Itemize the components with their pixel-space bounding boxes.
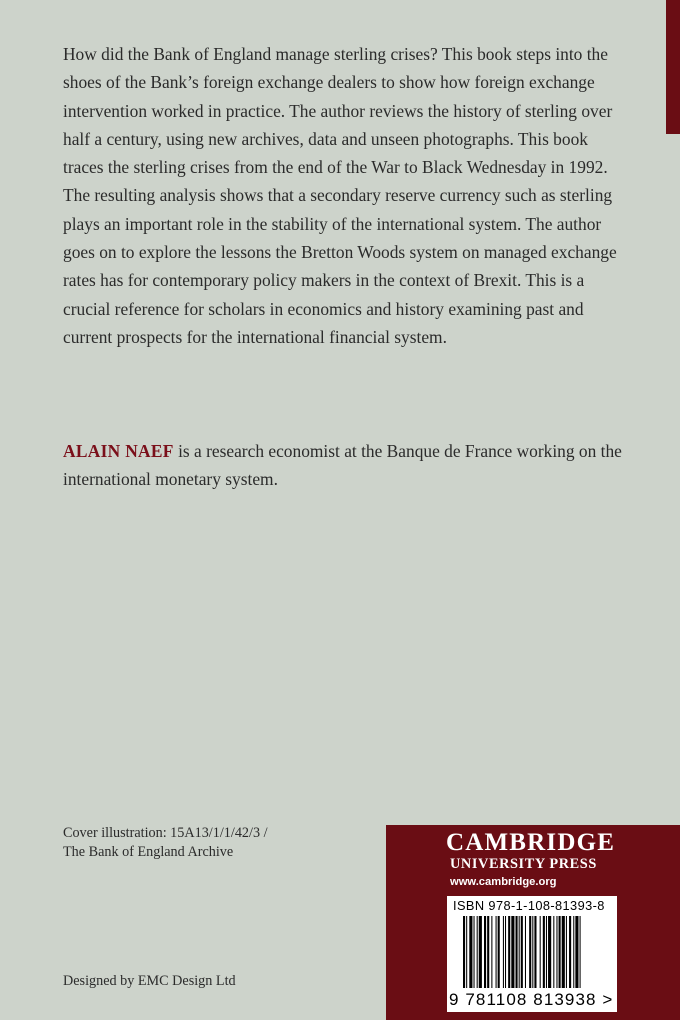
publisher-website: www.cambridge.org xyxy=(450,876,557,888)
barcode-bar xyxy=(569,916,571,988)
barcode-bar xyxy=(529,916,531,988)
barcode-bar xyxy=(519,916,520,988)
author-name: ALAIN NAEF xyxy=(63,441,174,461)
barcode-bar xyxy=(559,916,561,988)
barcode-bar xyxy=(484,916,486,988)
publisher-logo-subtitle: UNIVERSITY PRESS xyxy=(450,856,597,872)
author-bio xyxy=(63,437,623,494)
barcode-bar xyxy=(516,916,518,988)
cover-illustration-credit xyxy=(63,824,268,862)
barcode-bar xyxy=(525,916,526,988)
barcode-bar xyxy=(556,916,557,988)
barcode-bar xyxy=(562,916,565,988)
barcode-bar xyxy=(546,916,547,988)
author-bio-text: is a research economist at the Banque de France working on the international monetary system. xyxy=(63,441,622,490)
barcode-bar xyxy=(511,916,514,988)
barcode-bar xyxy=(487,916,489,988)
barcode-bar xyxy=(575,916,578,988)
barcode-bar xyxy=(548,916,551,988)
barcode-bar xyxy=(498,916,500,988)
publisher-logo-name: CAMBRIDGE xyxy=(446,829,616,856)
isbn-barcode xyxy=(447,896,617,1012)
barcode-bar xyxy=(508,916,510,988)
publisher-panel xyxy=(386,825,680,1020)
barcode-bar xyxy=(474,916,475,988)
barcode-bars xyxy=(449,914,615,990)
barcode-bar xyxy=(505,916,506,988)
barcode-bar xyxy=(503,916,504,988)
designer-credit: Designed by EMC Design Ltd xyxy=(63,973,236,989)
barcode-bar xyxy=(477,916,478,988)
barcode-bar xyxy=(553,916,554,988)
barcode-digits: 9 781108 813938 > xyxy=(449,990,614,1009)
spine-color-tab xyxy=(666,0,680,134)
book-description: How did the Bank of England manage sterling crises? This book steps into the shoes of the Bank’s foreign exchange dealers to show how foreign exchange intervention worked in practice. The author reviews the history of sterling over half a century, using new archives, data and unseen photographs. This book traces the sterling crises from the end of the War to Black Wednesday in 1992. The resulting analysis shows that a secondary reserve currency such as sterling plays an important role in the stability of the international system. The author goes on to explore the lessons the Bretton Woods system on managed exchange rates has for contemporary policy makers in the context of Brexit. This is a crucial reference for scholars in economics and history examining past and current prospects for the international financial system. xyxy=(63,44,617,347)
barcode-bar xyxy=(534,916,536,988)
barcode-bar xyxy=(469,916,472,988)
barcode-bar xyxy=(573,916,574,988)
barcode-bar xyxy=(496,916,497,988)
isbn-label: ISBN 978-1-108-81393-8 xyxy=(453,898,605,913)
barcode-bar xyxy=(491,916,492,988)
cover-credit-line-1: Cover illustration: 15A13/1/1/42/3 / xyxy=(63,825,268,841)
barcode-bar xyxy=(521,916,523,988)
barcode-bar xyxy=(466,916,467,988)
barcode-bar xyxy=(543,916,545,988)
barcode-bar xyxy=(540,916,541,988)
barcode-bar xyxy=(532,916,533,988)
barcode-bar xyxy=(463,916,465,988)
cover-credit-line-2: The Bank of England Archive xyxy=(63,844,234,860)
barcode-bar xyxy=(580,916,581,988)
barcode-bar xyxy=(479,916,482,988)
barcode-bar xyxy=(566,916,567,988)
